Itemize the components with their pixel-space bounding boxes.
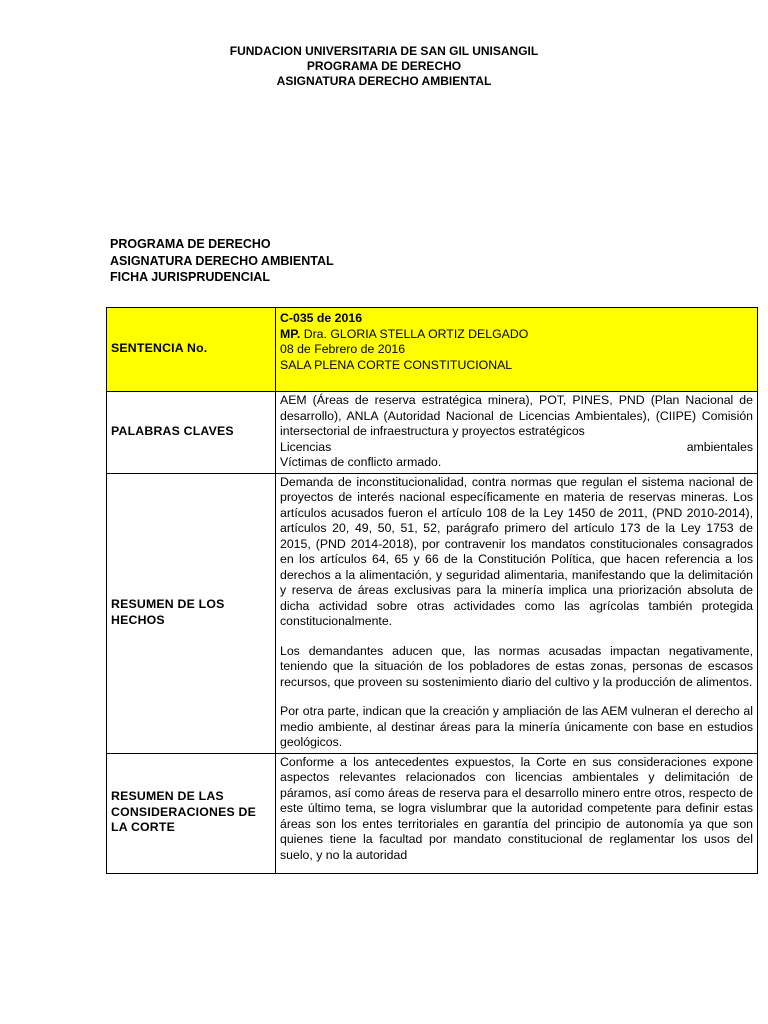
section-subject: ASIGNATURA DERECHO AMBIENTAL — [110, 253, 334, 268]
palabras-text: AEM (Áreas de reserva estratégica minera), POT, PINES, PND (Plan Nacional de desarrollo), ANLA (Autoridad Nacional de Licencias Ambientales), (CIIPE) Comisión intersectorial de infraestructura y proyectos estratégicos — [280, 393, 753, 438]
table-row-palabras — [107, 392, 758, 474]
table-row-consideraciones — [107, 753, 758, 873]
palabras-value — [276, 392, 758, 474]
sentencia-value — [276, 308, 758, 392]
consideraciones-label: RESUMEN DE LAS CONSIDERACIONES DE LA CORTE — [107, 753, 276, 873]
hechos-value — [276, 473, 758, 753]
palabras-victimas: Víctimas de conflicto armado. — [280, 455, 442, 469]
section-title: FICHA JURISPRUDENCIAL — [110, 270, 270, 284]
sentencia-sala: SALA PLENA CORTE CONSTITUCIONAL — [280, 357, 513, 372]
hechos-paragraph-3: Por otra parte, indican que la creación y ampliación de las AEM vulneran el derecho al medio ambiente, al destinar áreas para la minería únicamente con base en estudios geológicos. — [280, 704, 753, 749]
mp-label: MP. — [280, 326, 301, 341]
table-row-sentencia — [107, 308, 758, 392]
sentencia-label: SENTENCIA No. — [107, 308, 276, 392]
document-header — [0, 44, 768, 89]
hechos-paragraph-1: Demanda de inconstitucionalidad, contra normas que regulan el sistema nacional de proyectos de interés nacional específicamente en materia de reservas mineras. Los artículos acusados fueron el artículo 108 de la Ley 1450 de 2011, (PND 2010-2014), artículos 20, 49, 50, 51, 52, parágrafo primero del artículo 173 de la Ley 1753 de 2015, (PND 2014-2018), por contravenir los mandatos constitucionales consagrados en los artículos 64, 65 y 66 de la Constitución Política, que hacen referencia a los derechos a la alimentación, y seguridad alimentaria, manifestando que la delimitación y reserva de áreas exclusivas para la minería implica una priorización absoluta de dicha actividad sobre otras actividades como las agrícolas también protegida constitucionalmente. — [280, 474, 753, 628]
sentencia-number: C-035 de 2016 — [280, 311, 363, 325]
consideraciones-value — [276, 753, 758, 873]
mp-name: Dra. GLORIA STELLA ORTIZ DELGADO — [300, 326, 529, 341]
hechos-paragraph-2: Los demandantes aducen que, las normas acusadas impactan negativamente, teniendo que la situación de los pobladores de estas zonas, personas de escasos recursos, que proveen su sostenimiento diario del cultivo y la producción de alimentos. — [280, 643, 753, 689]
ambientales-word: ambientales — [686, 439, 753, 454]
section-heading — [110, 236, 334, 286]
ficha-table — [106, 307, 758, 874]
header-institution: FUNDACION UNIVERSITARIA DE SAN GIL UNISANGIL — [229, 44, 539, 58]
hechos-label: RESUMEN DE LOS HECHOS — [107, 473, 276, 753]
sentencia-date: 08 de Febrero de 2016 — [280, 342, 406, 356]
licencias-word: Licencias — [280, 439, 332, 454]
section-program: PROGRAMA DE DERECHO — [110, 237, 271, 251]
header-subject: ASIGNATURA DERECHO AMBIENTAL — [276, 74, 492, 88]
consideraciones-paragraph-1: Conforme a los antecedentes expuestos, la Corte en sus consideraciones expone aspectos relevantes relacionados con licencias ambientales y delimitación de páramos, así como áreas de reserva para el desarrollo minero entre otros, respecto de este último tema, se logra vislumbrar que la autoridad competente para definir estas áreas son los entes territoriales en garantía del principio de autonomía ya que son quienes tiene la facultad por mandato constitucional de reglamentar los usos del suelo, y no la autoridad — [280, 754, 753, 862]
palabras-licencias — [280, 440, 753, 456]
table-row-hechos — [107, 473, 758, 753]
palabras-label: PALABRAS CLAVES — [107, 392, 276, 474]
header-program: PROGRAMA DE DERECHO — [306, 59, 462, 73]
